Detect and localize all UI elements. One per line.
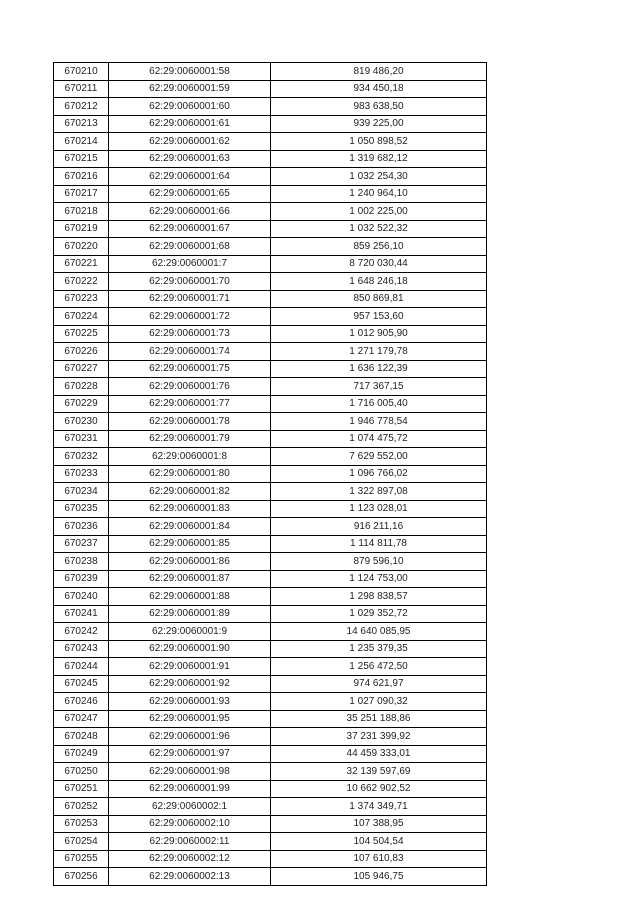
table-row (54, 413, 487, 431)
cadastral-value-cell: 1 235 379,35 (271, 640, 487, 658)
cadastral-value-cell: 1 032 254,30 (271, 168, 487, 186)
cadastral-number-cell: 62:29:0060001:9 (109, 623, 271, 641)
cadastral-number-cell: 62:29:0060001:74 (109, 343, 271, 361)
cadastral-value-cell: 983 638,50 (271, 98, 487, 116)
cadastral-number-cell: 62:29:0060001:63 (109, 150, 271, 168)
cadastral-value-cell: 1 123 028,01 (271, 500, 487, 518)
table-row (54, 395, 487, 413)
table-row (54, 518, 487, 536)
row-number-cell: 670239 (54, 570, 109, 588)
cadastral-number-cell: 62:29:0060001:91 (109, 658, 271, 676)
cadastral-number-cell: 62:29:0060001:88 (109, 588, 271, 606)
table-row (54, 238, 487, 256)
cadastral-number-cell: 62:29:0060001:82 (109, 483, 271, 501)
cadastral-value-cell: 1 050 898,52 (271, 133, 487, 151)
cadastral-number-cell: 62:29:0060001:93 (109, 693, 271, 711)
table-row (54, 623, 487, 641)
table-row (54, 640, 487, 658)
row-number-cell: 670221 (54, 255, 109, 273)
row-number-cell: 670236 (54, 518, 109, 536)
cadastral-number-cell: 62:29:0060002:13 (109, 868, 271, 886)
table-row (54, 535, 487, 553)
cadastral-value-cell: 1 319 682,12 (271, 150, 487, 168)
cadastral-value-cell: 879 596,10 (271, 553, 487, 571)
cadastral-number-cell: 62:29:0060002:1 (109, 798, 271, 816)
table-row (54, 605, 487, 623)
table-row (54, 98, 487, 116)
cadastral-value-cell: 8 720 030,44 (271, 255, 487, 273)
row-number-cell: 670223 (54, 290, 109, 308)
cadastral-number-cell: 62:29:0060001:75 (109, 360, 271, 378)
row-number-cell: 670253 (54, 815, 109, 833)
cadastral-number-cell: 62:29:0060001:78 (109, 413, 271, 431)
cadastral-number-cell: 62:29:0060001:59 (109, 80, 271, 98)
row-number-cell: 670219 (54, 220, 109, 238)
table-row (54, 308, 487, 326)
cadastral-number-cell: 62:29:0060001:7 (109, 255, 271, 273)
cadastral-number-cell: 62:29:0060001:90 (109, 640, 271, 658)
cadastral-value-cell: 1 322 897,08 (271, 483, 487, 501)
row-number-cell: 670220 (54, 238, 109, 256)
cadastral-number-cell: 62:29:0060001:8 (109, 448, 271, 466)
cadastral-number-cell: 62:29:0060001:70 (109, 273, 271, 291)
row-number-cell: 670232 (54, 448, 109, 466)
table-row (54, 273, 487, 291)
row-number-cell: 670233 (54, 465, 109, 483)
table-row (54, 868, 487, 886)
table-row (54, 780, 487, 798)
cadastral-value-cell: 1 256 472,50 (271, 658, 487, 676)
table-row (54, 815, 487, 833)
cadastral-value-cell: 1 298 838,57 (271, 588, 487, 606)
table-body (54, 63, 487, 886)
table-row (54, 570, 487, 588)
cadastral-number-cell: 62:29:0060001:64 (109, 168, 271, 186)
cadastral-number-cell: 62:29:0060001:77 (109, 395, 271, 413)
cadastral-number-cell: 62:29:0060001:71 (109, 290, 271, 308)
table-row (54, 448, 487, 466)
table-row (54, 658, 487, 676)
cadastral-value-cell: 44 459 333,01 (271, 745, 487, 763)
row-number-cell: 670229 (54, 395, 109, 413)
row-number-cell: 670215 (54, 150, 109, 168)
cadastral-value-cell: 1 716 005,40 (271, 395, 487, 413)
row-number-cell: 670247 (54, 710, 109, 728)
cadastral-value-cell: 107 610,83 (271, 850, 487, 868)
table-row (54, 745, 487, 763)
table-row (54, 185, 487, 203)
row-number-cell: 670250 (54, 763, 109, 781)
table-row (54, 378, 487, 396)
cadastral-value-cell: 104 504,54 (271, 833, 487, 851)
table-row (54, 675, 487, 693)
cadastral-number-cell: 62:29:0060001:67 (109, 220, 271, 238)
cadastral-number-cell: 62:29:0060001:85 (109, 535, 271, 553)
cadastral-value-cell: 1 374 349,71 (271, 798, 487, 816)
cadastral-value-cell: 32 139 597,69 (271, 763, 487, 781)
cadastral-value-cell: 7 629 552,00 (271, 448, 487, 466)
cadastral-value-cell: 1 032 522,32 (271, 220, 487, 238)
row-number-cell: 670213 (54, 115, 109, 133)
table-row (54, 255, 487, 273)
cadastral-value-cell: 1 114 811,78 (271, 535, 487, 553)
table-row (54, 63, 487, 81)
cadastral-value-cell: 1 096 766,02 (271, 465, 487, 483)
cadastral-number-cell: 62:29:0060001:97 (109, 745, 271, 763)
row-number-cell: 670240 (54, 588, 109, 606)
row-number-cell: 670235 (54, 500, 109, 518)
row-number-cell: 670218 (54, 203, 109, 221)
cadastral-number-cell: 62:29:0060002:10 (109, 815, 271, 833)
table-row (54, 150, 487, 168)
cadastral-value-cell: 916 211,16 (271, 518, 487, 536)
cadastral-number-cell: 62:29:0060001:72 (109, 308, 271, 326)
cadastral-number-cell: 62:29:0060001:62 (109, 133, 271, 151)
cadastral-number-cell: 62:29:0060001:65 (109, 185, 271, 203)
cadastral-value-cell: 1 002 225,00 (271, 203, 487, 221)
cadastral-number-cell: 62:29:0060001:96 (109, 728, 271, 746)
cadastral-value-cell: 957 153,60 (271, 308, 487, 326)
cadastral-value-cell: 1 648 246,18 (271, 273, 487, 291)
cadastral-number-cell: 62:29:0060001:84 (109, 518, 271, 536)
cadastral-number-cell: 62:29:0060002:11 (109, 833, 271, 851)
table-row (54, 220, 487, 238)
cadastral-value-cell: 934 450,18 (271, 80, 487, 98)
row-number-cell: 670249 (54, 745, 109, 763)
cadastral-value-cell: 107 388,95 (271, 815, 487, 833)
cadastral-value-cell: 10 662 902,52 (271, 780, 487, 798)
row-number-cell: 670212 (54, 98, 109, 116)
table-row (54, 798, 487, 816)
table-row (54, 763, 487, 781)
row-number-cell: 670211 (54, 80, 109, 98)
table-row (54, 133, 487, 151)
cadastral-number-cell: 62:29:0060002:12 (109, 850, 271, 868)
cadastral-number-cell: 62:29:0060001:80 (109, 465, 271, 483)
cadastral-value-cell: 1 636 122,39 (271, 360, 487, 378)
row-number-cell: 670244 (54, 658, 109, 676)
cadastral-value-cell: 37 231 399,92 (271, 728, 487, 746)
table-row (54, 728, 487, 746)
cadastral-value-cell: 1 946 778,54 (271, 413, 487, 431)
row-number-cell: 670222 (54, 273, 109, 291)
cadastral-number-cell: 62:29:0060001:73 (109, 325, 271, 343)
cadastral-number-cell: 62:29:0060001:68 (109, 238, 271, 256)
cadastral-value-cell: 850 869,81 (271, 290, 487, 308)
cadastral-number-cell: 62:29:0060001:87 (109, 570, 271, 588)
cadastral-value-cell: 1 029 352,72 (271, 605, 487, 623)
row-number-cell: 670226 (54, 343, 109, 361)
row-number-cell: 670214 (54, 133, 109, 151)
cadastral-number-cell: 62:29:0060001:83 (109, 500, 271, 518)
cadastral-number-cell: 62:29:0060001:76 (109, 378, 271, 396)
cadastral-value-cell: 1 240 964,10 (271, 185, 487, 203)
table-row (54, 325, 487, 343)
cadastral-value-cell: 1 027 090,32 (271, 693, 487, 711)
row-number-cell: 670238 (54, 553, 109, 571)
cadastral-value-cell: 859 256,10 (271, 238, 487, 256)
table-row (54, 360, 487, 378)
cadastral-number-cell: 62:29:0060001:99 (109, 780, 271, 798)
cadastral-number-cell: 62:29:0060001:92 (109, 675, 271, 693)
cadastral-number-cell: 62:29:0060001:89 (109, 605, 271, 623)
row-number-cell: 670241 (54, 605, 109, 623)
cadastral-value-cell: 1 074 475,72 (271, 430, 487, 448)
row-number-cell: 670243 (54, 640, 109, 658)
table-row (54, 483, 487, 501)
cadastral-number-cell: 62:29:0060001:98 (109, 763, 271, 781)
cadastral-value-cell: 939 225,00 (271, 115, 487, 133)
row-number-cell: 670245 (54, 675, 109, 693)
cadastral-number-cell: 62:29:0060001:95 (109, 710, 271, 728)
table-row (54, 168, 487, 186)
row-number-cell: 670254 (54, 833, 109, 851)
row-number-cell: 670246 (54, 693, 109, 711)
row-number-cell: 670224 (54, 308, 109, 326)
cadastral-value-cell: 1 271 179,78 (271, 343, 487, 361)
row-number-cell: 670217 (54, 185, 109, 203)
cadastral-value-cell: 1 124 753,00 (271, 570, 487, 588)
table-row (54, 833, 487, 851)
cadastral-value-table (53, 62, 487, 886)
table-row (54, 430, 487, 448)
row-number-cell: 670242 (54, 623, 109, 641)
row-number-cell: 670255 (54, 850, 109, 868)
row-number-cell: 670256 (54, 868, 109, 886)
cadastral-value-cell: 1 012 905,90 (271, 325, 487, 343)
cadastral-value-cell: 974 621,97 (271, 675, 487, 693)
table-row (54, 203, 487, 221)
table-row (54, 850, 487, 868)
row-number-cell: 670252 (54, 798, 109, 816)
cadastral-value-cell: 819 486,20 (271, 63, 487, 81)
cadastral-number-cell: 62:29:0060001:86 (109, 553, 271, 571)
cadastral-value-cell: 14 640 085,95 (271, 623, 487, 641)
row-number-cell: 670228 (54, 378, 109, 396)
row-number-cell: 670248 (54, 728, 109, 746)
table-row (54, 710, 487, 728)
row-number-cell: 670225 (54, 325, 109, 343)
table-row (54, 465, 487, 483)
row-number-cell: 670231 (54, 430, 109, 448)
table-row (54, 80, 487, 98)
row-number-cell: 670210 (54, 63, 109, 81)
table-row (54, 115, 487, 133)
cadastral-value-cell: 105 946,75 (271, 868, 487, 886)
row-number-cell: 670227 (54, 360, 109, 378)
table-row (54, 500, 487, 518)
row-number-cell: 670216 (54, 168, 109, 186)
table-row (54, 553, 487, 571)
table-row (54, 693, 487, 711)
cadastral-value-cell: 717 367,15 (271, 378, 487, 396)
row-number-cell: 670251 (54, 780, 109, 798)
row-number-cell: 670230 (54, 413, 109, 431)
cadastral-number-cell: 62:29:0060001:79 (109, 430, 271, 448)
cadastral-number-cell: 62:29:0060001:66 (109, 203, 271, 221)
row-number-cell: 670237 (54, 535, 109, 553)
table-row (54, 588, 487, 606)
cadastral-value-cell: 35 251 188,86 (271, 710, 487, 728)
table-row (54, 343, 487, 361)
cadastral-number-cell: 62:29:0060001:60 (109, 98, 271, 116)
table-row (54, 290, 487, 308)
cadastral-number-cell: 62:29:0060001:58 (109, 63, 271, 81)
cadastral-number-cell: 62:29:0060001:61 (109, 115, 271, 133)
row-number-cell: 670234 (54, 483, 109, 501)
